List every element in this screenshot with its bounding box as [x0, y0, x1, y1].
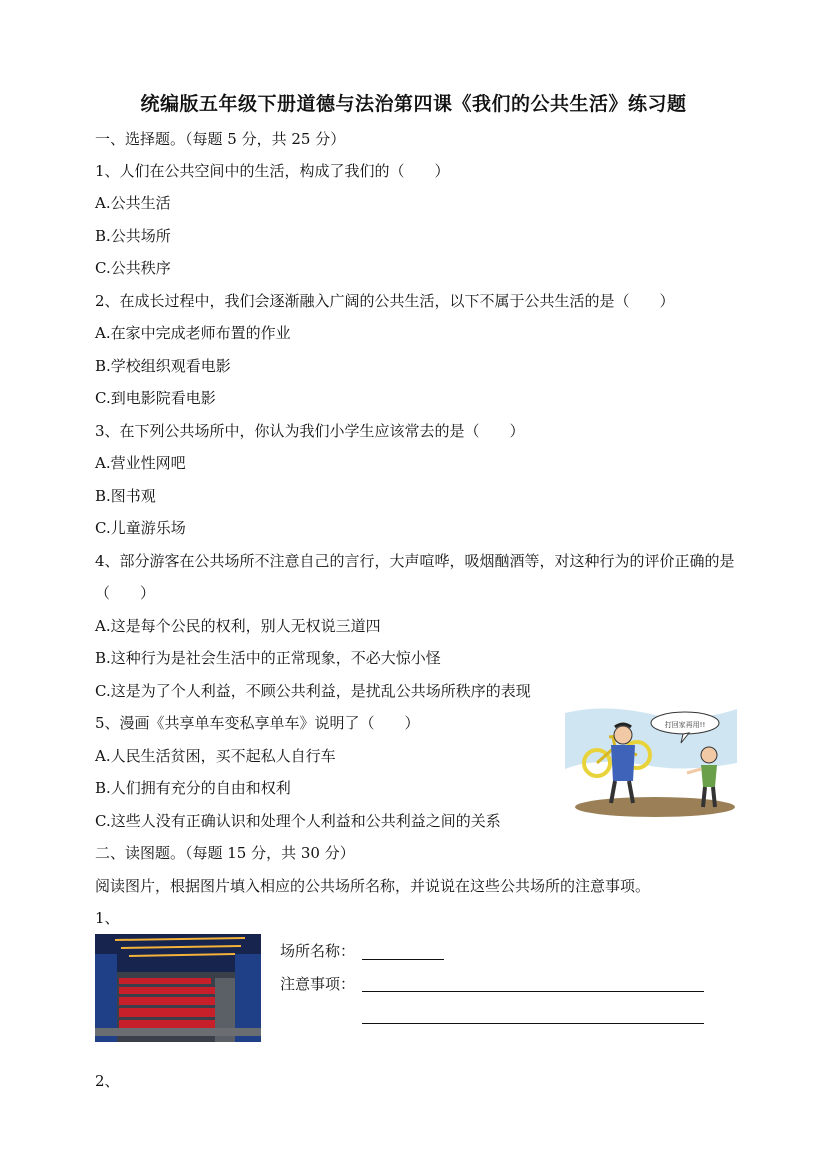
item-1-number: 1、: [95, 909, 120, 927]
question-2-option-c: C.到电影院看电影: [95, 389, 216, 407]
question-1-option-b: B.公共场所: [95, 227, 171, 245]
cinema-photo: [95, 934, 261, 1042]
question-5-option-b: B.人们拥有充分的自由和权利: [95, 779, 291, 797]
shared-bike-comic: [565, 703, 737, 821]
section1-heading: 一、选择题。（每题 5 分，共 25 分）: [95, 130, 346, 148]
question-2-stem: 2、在成长过程中，我们会逐渐融入广阔的公共生活，以下不属于公共生活的是（ ）: [95, 292, 675, 310]
question-5-stem: 5、漫画《共享单车变私享单车》说明了（ ）: [95, 714, 420, 732]
question-4-option-a: A.这是每个公民的权利，别人无权说三道四: [95, 617, 381, 635]
question-2-option-a: A.在家中完成老师布置的作业: [95, 324, 291, 342]
question-5-option-a: A.人民生活贫困，买不起私人自行车: [95, 747, 336, 765]
question-4-option-b: B.这种行为是社会生活中的正常现象，不必大惊小怪: [95, 649, 441, 667]
question-4-option-c: C.这是为了个人利益，不顾公共利益，是扰乱公共场所秩序的表现: [95, 682, 531, 700]
question-3-option-a: A.营业性网吧: [95, 454, 186, 472]
question-1-option-a: A.公共生活: [95, 194, 171, 212]
question-3-stem: 3、在下列公共场所中，你认为我们小学生应该常去的是（ ）: [95, 422, 525, 440]
comic-speech-text: 打回家再用!!: [664, 721, 706, 729]
notes-label: 注意事项：: [280, 975, 356, 993]
notes-blank-line-1[interactable]: [362, 991, 704, 992]
question-4-stem: 4、部分游客在公共场所不注意自己的言行，大声喧哗，吸烟酗酒等，对这种行为的评价正确的是（ ）: [95, 552, 735, 602]
item-2-number: 2、: [95, 1072, 120, 1090]
section2-heading: 二、读图题。（每题 15 分，共 30 分）: [95, 844, 355, 862]
page-title: 统编版五年级下册道德与法治第四课《我们的公共生活》练习题: [140, 93, 687, 115]
question-2-option-b: B.学校组织观看电影: [95, 357, 231, 375]
question-3-option-b: B.图书观: [95, 487, 156, 505]
place-name-label: 场所名称：: [280, 942, 356, 960]
question-1-option-c: C.公共秩序: [95, 259, 171, 277]
notes-blank-line-2[interactable]: [362, 1023, 704, 1024]
question-1-stem: 1、人们在公共空间中的生活，构成了我们的（ ）: [95, 162, 450, 180]
place-name-blank[interactable]: [362, 959, 444, 960]
question-5-option-c: C.这些人没有正确认识和处理个人利益和公共利益之间的关系: [95, 812, 501, 830]
section2-instruction: 阅读图片，根据图片填入相应的公共场所名称，并说说在这些公共场所的注意事项。: [95, 877, 651, 895]
question-3-option-c: C.儿童游乐场: [95, 519, 186, 537]
